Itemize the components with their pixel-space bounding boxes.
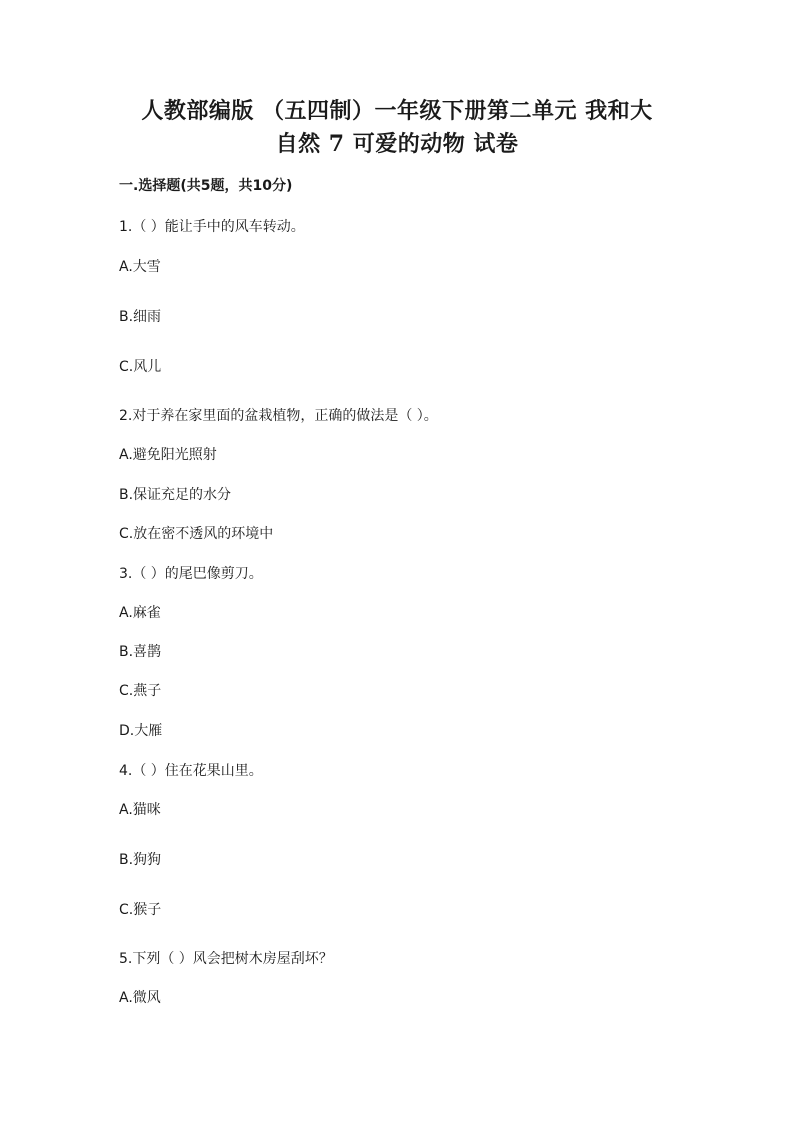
question-2-stem: 2.对于养在家里面的盆栽植物，正确的做法是（ ）。 xyxy=(119,408,438,424)
document-title-line-1: 人教部编版 （五四制）一年级下册第二单元 我和大 xyxy=(141,98,653,124)
document-title-line-2: 自然 7 可爱的动物 试卷 xyxy=(275,131,519,157)
question-3-option-c: C.燕子 xyxy=(119,683,162,699)
question-4-option-a: A.猫咪 xyxy=(119,802,161,818)
question-4-stem: 4.（ ）住在花果山里。 xyxy=(119,763,263,779)
section-heading: 一.选择题(共5题，共10分) xyxy=(119,178,293,194)
question-3-option-d: D.大雁 xyxy=(119,723,163,739)
question-1-option-c: C.风儿 xyxy=(119,359,162,375)
question-3-option-b: B.喜鹊 xyxy=(119,644,162,660)
question-5-option-a: A.微风 xyxy=(119,990,161,1006)
question-2-option-a: A.避免阳光照射 xyxy=(119,447,217,463)
question-3-option-a: A.麻雀 xyxy=(119,605,161,621)
question-4-option-c: C.猴子 xyxy=(119,902,162,918)
question-4-option-b: B.狗狗 xyxy=(119,852,162,868)
question-5-stem: 5.下列（ ）风会把树木房屋刮坏？ xyxy=(119,951,333,967)
question-3-stem: 3.（ ）的尾巴像剪刀。 xyxy=(119,566,263,582)
question-1-stem: 1.（ ）能让手中的风车转动。 xyxy=(119,219,305,235)
question-2-option-b: B.保证充足的水分 xyxy=(119,487,232,503)
question-2-option-c: C.放在密不透风的环境中 xyxy=(119,526,274,542)
question-1-option-b: B.细雨 xyxy=(119,309,162,325)
question-1-option-a: A.大雪 xyxy=(119,259,161,275)
